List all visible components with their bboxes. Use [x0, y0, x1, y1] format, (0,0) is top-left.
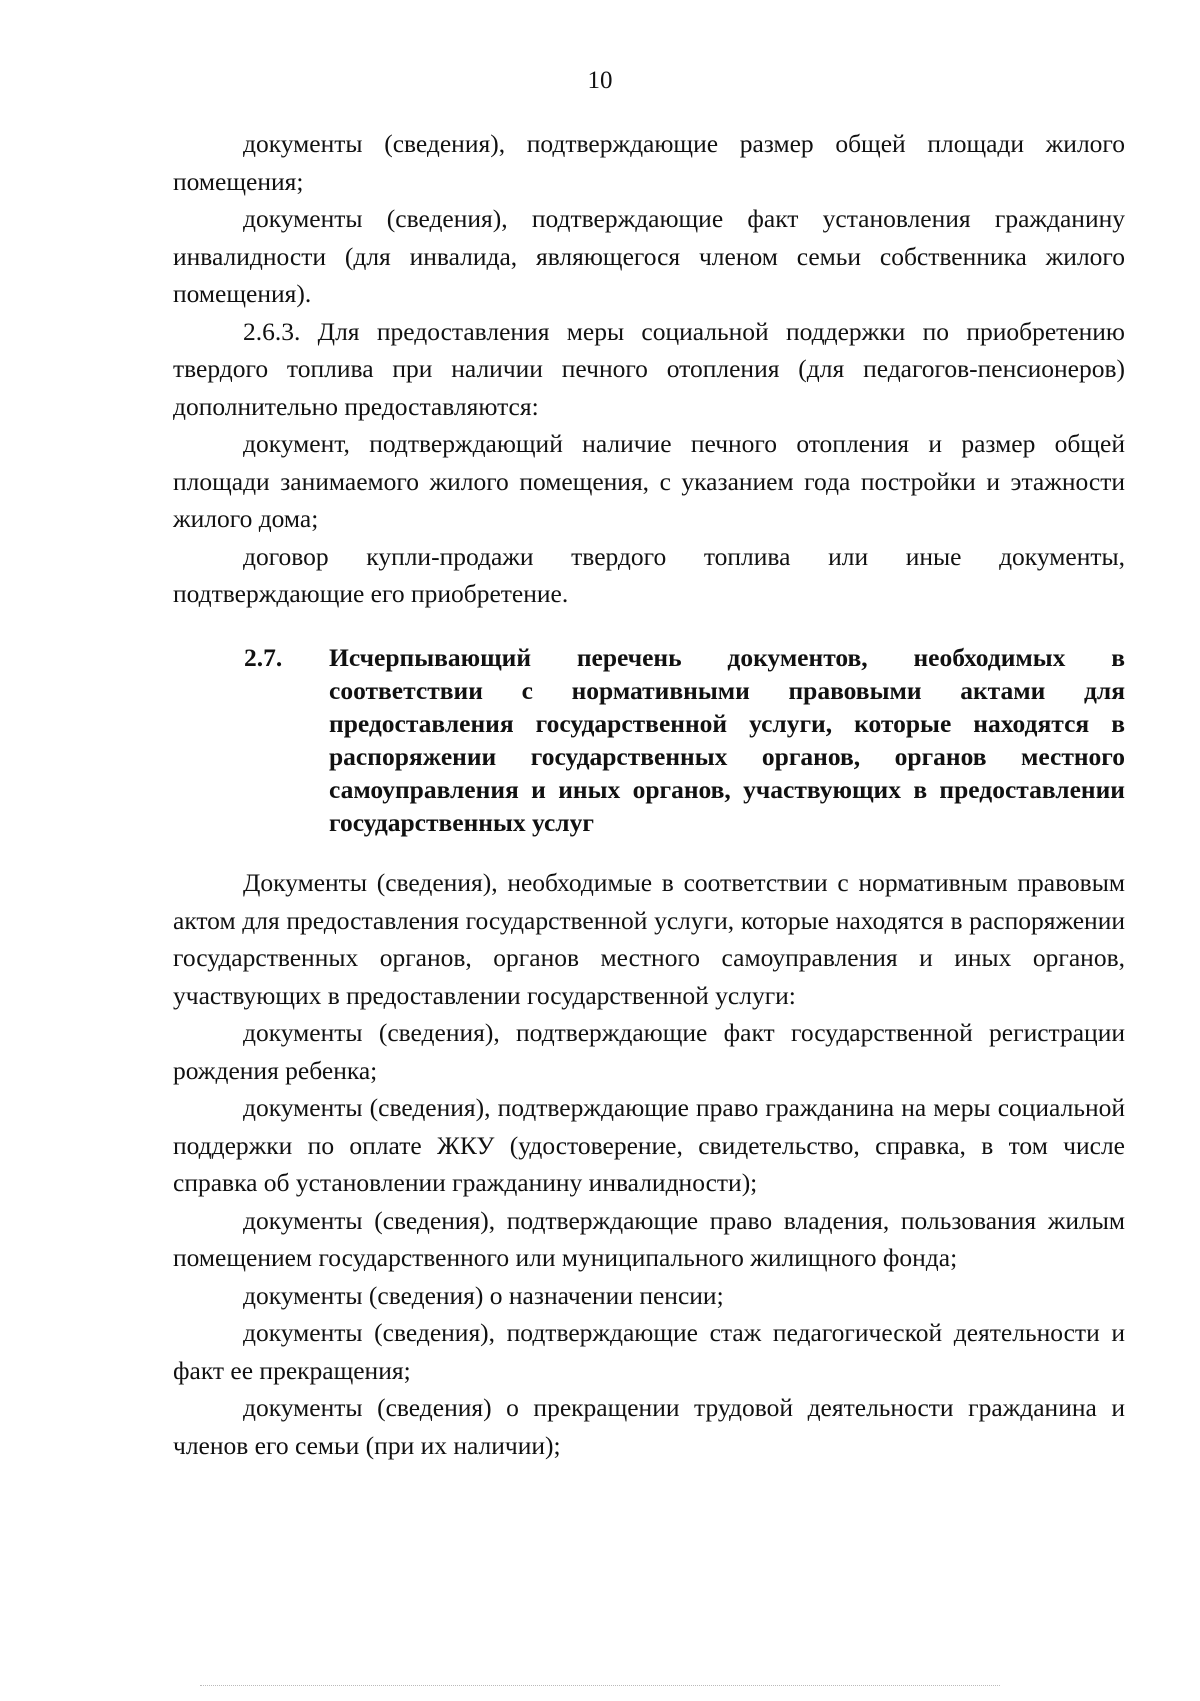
paragraph: документы (сведения), подтверждающие размер общей площади жилого помещения; [173, 129, 1125, 196]
section-number: 2.7. [244, 643, 283, 672]
paragraph: договор купли-продажи твердого топлива или иные документы, подтверждающие его приобретение. [173, 541, 1125, 608]
paragraph: документы (сведения) о прекращении трудовой деятельности гражданина и членов его семьи (при их наличии); [173, 1393, 1125, 1460]
bottom-text-block [173, 864, 1125, 1464]
paragraph: документы (сведения), подтверждающие факт государственной регистрации рождения ребенка; [173, 1018, 1125, 1085]
paragraph: документы (сведения) о назначении пенсии; [243, 1280, 724, 1310]
paragraph: документы (сведения), подтверждающие право владения, пользования жилым помещением государственного или муниципального жилищного фонда; [173, 1205, 1125, 1272]
paragraph: Документы (сведения), необходимые в соответствии с нормативным правовым актом для предоставления государственной услуги, которые находятся в распоряжении государственных органов, органов местного самоуправления и иных органов, участвующих в предоставлении государственной услуги: [173, 868, 1125, 1010]
section-title: Исчерпывающий перечень документов, необходимых в соответствии с нормативными правовыми актами для предоставления государственной услуги, которые находятся в распоряжении государственных органов, органов местного самоуправления и иных органов, участвующих в предоставлении государственных услуг [329, 643, 1125, 837]
paragraph: документы (сведения), подтверждающие факт установления гражданину инвалидности (для инвалида, являющегося членом семьи собственника жилого помещения). [173, 204, 1125, 308]
paragraph: документ, подтверждающий наличие печного отопления и размер общей площади занимаемого жилого помещения, с указанием года постройки и этажности жилого дома; [173, 429, 1125, 533]
paragraph: документы (сведения), подтверждающие стаж педагогической деятельности и факт ее прекращения; [173, 1318, 1125, 1385]
paragraph: 2.6.3. Для предоставления меры социальной поддержки по приобретению твердого топлива при наличии печного отопления (для педагогов-пенсионеров) дополнительно предоставляются: [173, 316, 1125, 421]
page-number: 10 [587, 67, 613, 94]
top-text-block [173, 125, 1125, 613]
paragraph: документы (сведения), подтверждающие право гражданина на меры социальной поддержки по оплате ЖКУ (удостоверение, свидетельство, справка, в том числе справка об установлении гражданину инвалидности); [173, 1093, 1125, 1197]
scan-edge-marks [200, 1685, 1000, 1689]
